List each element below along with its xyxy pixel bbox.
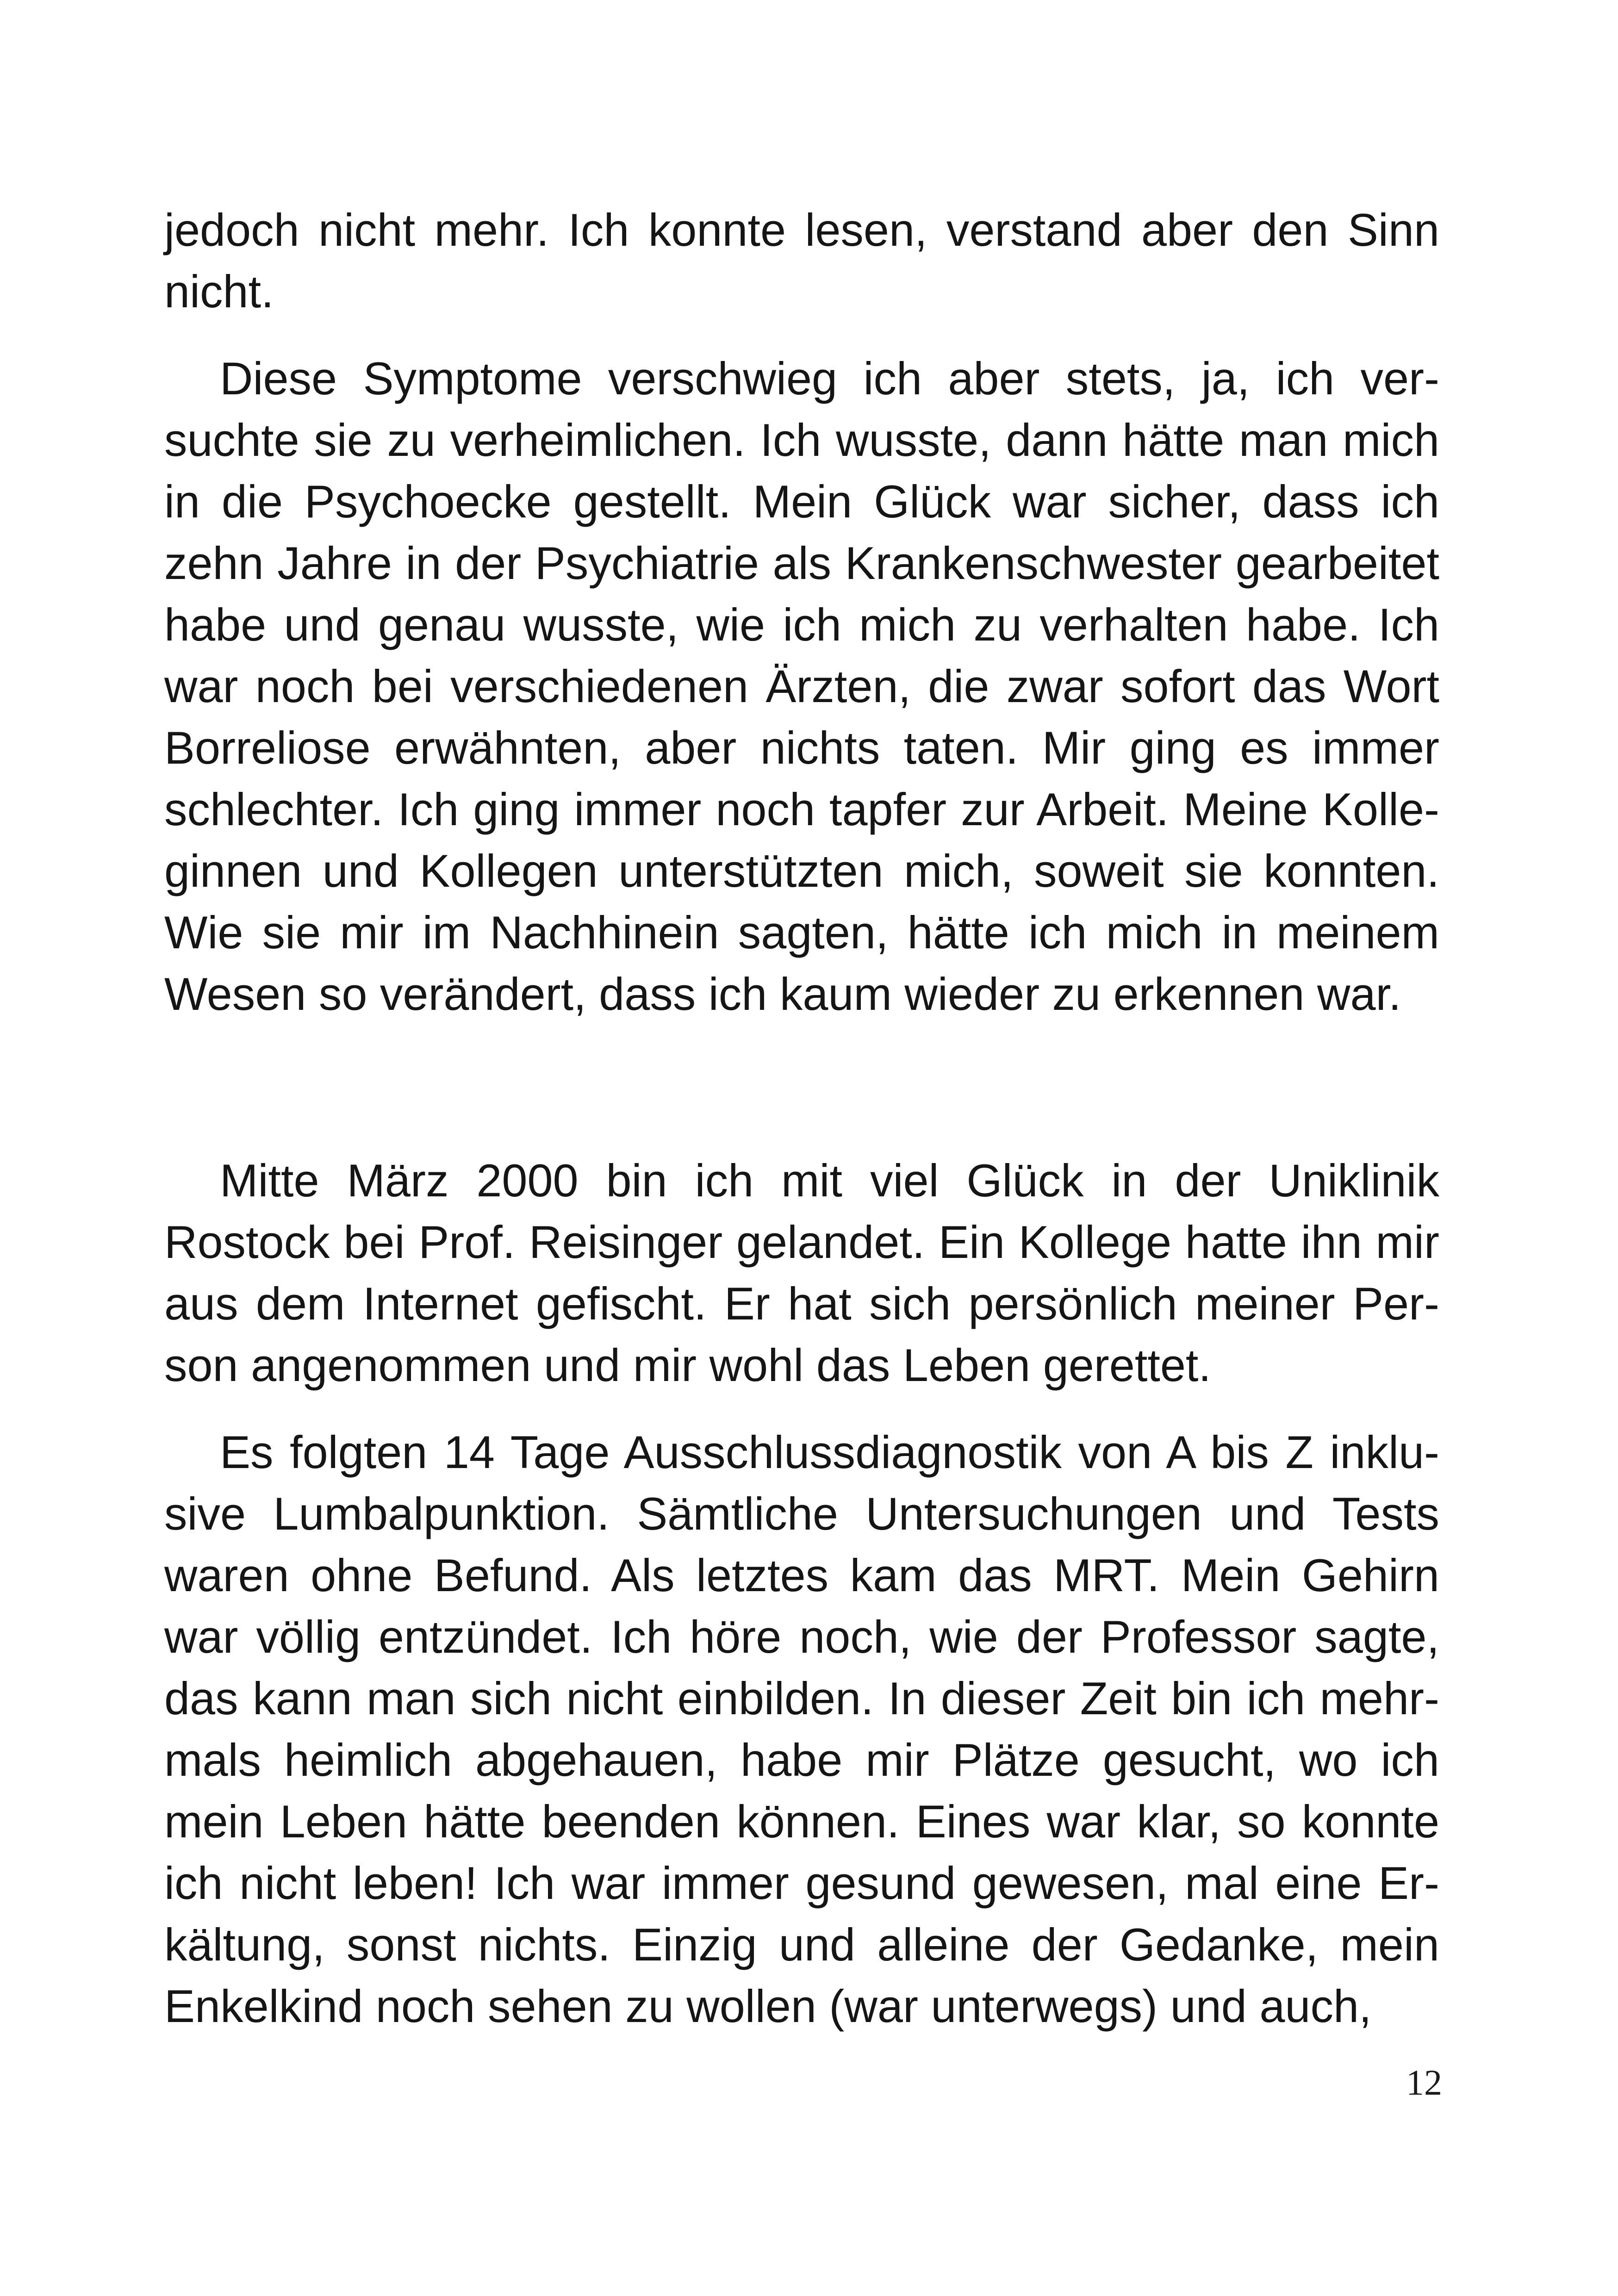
paragraph-symptoms: Diese Symptome verschwieg ich aber stets, ja, ich versuchte sie zu verheimlichen. Ich wusste, dann hätte man mich in die Psychoecke gestellt. Mein Glück war sicher, dass ich zehn Jahre in der Psychiatrie als Krankenschwester gearbeitet habe und genau wusste, wie ich mich zu verhalten habe. Ich war noch bei verschiedenen Ärzten, die zwar sofort das Wort Borreliose erwähnten, aber nichts taten. Mir ging es immer schlechter. Ich ging immer noch tapfer zur Arbeit. Meine Kolleginnen und Kollegen unterstützten mich, soweit sie konnten. Wie sie mir im Nachhinein sagten, hätte ich mich in meinem Wesen so verändert, dass ich kaum wieder zu erkennen war. [164,353,1439,1020]
paragraph-diagnostik: Es folgten 14 Tage Ausschlussdiagnostik von A bis Z inklusive Lumbalpunktion. Sämtliche Untersuchungen und Tests waren ohne Befund. Als letztes kam das MRT. Mein Gehirn war völlig entzündet. Ich höre noch, wie der Professor sagte, das kann man sich nicht einbilden. In dieser Zeit bin ich mehrmals heimlich abgehauen, habe mir Plätze gesucht, wo ich mein Leben hätte beenden können. Eines war klar, so konnte ich nicht leben! Ich war immer gesund gewesen, mal eine Erkältung, sonst nichts. Einzig und alleine der Gedanke, mein Enkelkind noch sehen zu wollen (war unterwegs) und auch, [164,1426,1439,2032]
page-number: 12 [1406,2062,1442,2103]
paragraph-spacer [164,1396,1439,1421]
paragraph-continuation: jedoch nicht mehr. Ich konnte lesen, verstand aber den Sinn nicht. [164,204,1439,317]
paragraph-spacer [164,322,1439,348]
paragraph-uniklinik: Mitte März 2000 bin ich mit viel Glück in der Uniklinik Rostock bei Prof. Reisinger gelandet. Ein Kollege hatte ihn mir aus dem Internet gefischt. Er hat sich persönlich meiner Person angenommen und mir wohl das Leben gerettet. [164,1155,1439,1391]
body-text [164,199,1439,2037]
section-break [164,1025,1439,1150]
